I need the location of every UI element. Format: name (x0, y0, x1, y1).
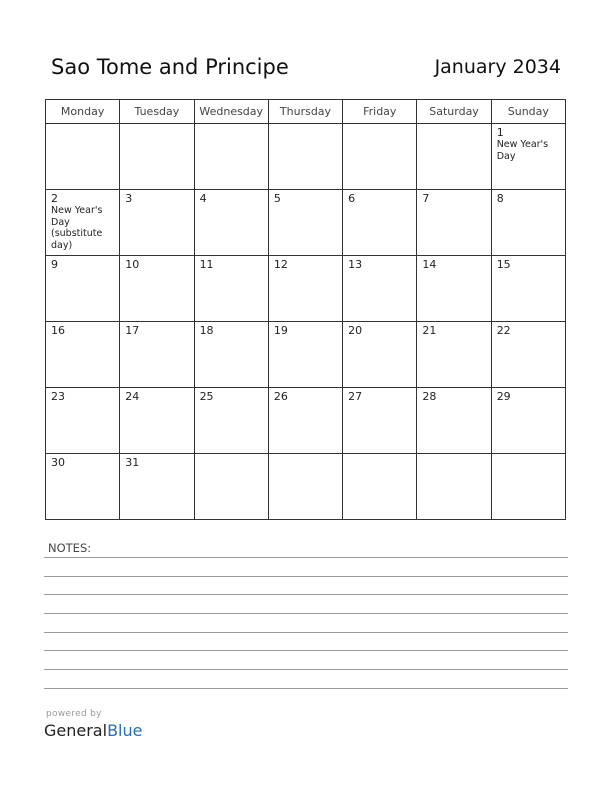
day-number: 24 (125, 390, 140, 403)
day-number: 30 (51, 456, 65, 469)
day-cell (343, 256, 417, 322)
day-number: 29 (496, 390, 511, 403)
day-number: 11 (199, 258, 214, 271)
day-cell (120, 256, 194, 322)
powered-by-text: powered by (46, 709, 102, 719)
holiday-label: New Year's Day (496, 139, 549, 162)
day-cell (194, 124, 268, 190)
weekday-friday: Friday (343, 100, 417, 124)
day-cell (417, 454, 491, 520)
day-cell (417, 322, 491, 388)
day-cell (194, 190, 268, 256)
notes-line (44, 650, 568, 651)
day-number: 15 (496, 258, 511, 271)
day-cell (343, 322, 417, 388)
notes-line (44, 557, 568, 558)
day-number: 6 (348, 192, 356, 205)
day-cell (268, 190, 342, 256)
day-number: 3 (125, 192, 133, 205)
brand-name-part1: General (44, 721, 108, 740)
day-cell (120, 190, 194, 256)
day-cell (120, 322, 194, 388)
day-cell (268, 454, 342, 520)
brand-name-part2: Blue (107, 721, 143, 740)
day-number: 14 (422, 258, 437, 271)
day-cell (194, 322, 268, 388)
day-number: 19 (273, 324, 288, 337)
week-row (46, 322, 566, 388)
weekday-thursday: Thursday (268, 100, 342, 124)
day-number: 28 (422, 390, 437, 403)
day-number: 5 (273, 192, 281, 205)
day-number: 10 (125, 258, 140, 271)
day-cell (491, 124, 565, 190)
day-cell (46, 190, 120, 256)
day-cell (120, 454, 194, 520)
day-cell (491, 190, 565, 256)
day-number: 22 (496, 324, 511, 337)
day-cell (46, 124, 120, 190)
day-number: 17 (125, 324, 140, 337)
weekday-header-row (46, 100, 566, 124)
day-cell (491, 388, 565, 454)
day-number: 23 (51, 390, 65, 403)
day-cell (491, 454, 565, 520)
day-number: 27 (348, 390, 363, 403)
weekday-tuesday: Tuesday (120, 100, 194, 124)
day-cell (120, 388, 194, 454)
notes-line (44, 594, 568, 595)
notes-line (44, 613, 568, 614)
day-number: 12 (273, 258, 288, 271)
day-cell (417, 190, 491, 256)
generalblue-logo (44, 721, 142, 740)
day-number: 21 (422, 324, 437, 337)
day-number: 2 (51, 192, 58, 205)
day-cell (194, 256, 268, 322)
holiday-label: New Year's Day (substitute day) (51, 205, 103, 251)
day-number: 16 (51, 324, 65, 337)
day-cell (46, 454, 120, 520)
day-cell (343, 190, 417, 256)
weekday-wednesday: Wednesday (194, 100, 268, 124)
day-cell (46, 322, 120, 388)
week-row (46, 190, 566, 256)
calendar-country-title: Sao Tome and Principe (51, 55, 289, 79)
day-cell (343, 454, 417, 520)
week-row (46, 454, 566, 520)
day-cell (268, 124, 342, 190)
day-number: 20 (348, 324, 363, 337)
day-number: 31 (125, 456, 140, 469)
notes-line (44, 632, 568, 633)
day-cell (417, 124, 491, 190)
day-cell (46, 388, 120, 454)
notes-label: NOTES: (48, 541, 92, 555)
day-cell (343, 388, 417, 454)
day-number: 9 (51, 258, 58, 271)
week-row (46, 124, 566, 190)
notes-line (44, 576, 568, 577)
day-number: 7 (422, 192, 430, 205)
day-number: 8 (496, 192, 504, 205)
day-cell (491, 256, 565, 322)
day-number: 25 (199, 390, 214, 403)
day-cell (491, 322, 565, 388)
day-number: 26 (273, 390, 288, 403)
day-cell (417, 256, 491, 322)
calendar-month-year: January 2034 (434, 56, 561, 78)
day-cell (417, 388, 491, 454)
day-cell (194, 454, 268, 520)
week-row (46, 256, 566, 322)
day-number: 4 (199, 192, 207, 205)
day-cell (268, 322, 342, 388)
weekday-sunday: Sunday (491, 100, 565, 124)
day-cell (120, 124, 194, 190)
day-cell (343, 124, 417, 190)
day-cell (268, 388, 342, 454)
day-number: 1 (496, 126, 504, 139)
weekday-monday: Monday (46, 100, 120, 124)
notes-line (44, 688, 568, 689)
day-cell (194, 388, 268, 454)
day-cell (46, 256, 120, 322)
calendar-grid (45, 99, 566, 520)
weekday-saturday: Saturday (417, 100, 491, 124)
day-number: 18 (199, 324, 214, 337)
notes-line (44, 669, 568, 670)
day-number: 13 (348, 258, 363, 271)
week-row (46, 388, 566, 454)
day-cell (268, 256, 342, 322)
